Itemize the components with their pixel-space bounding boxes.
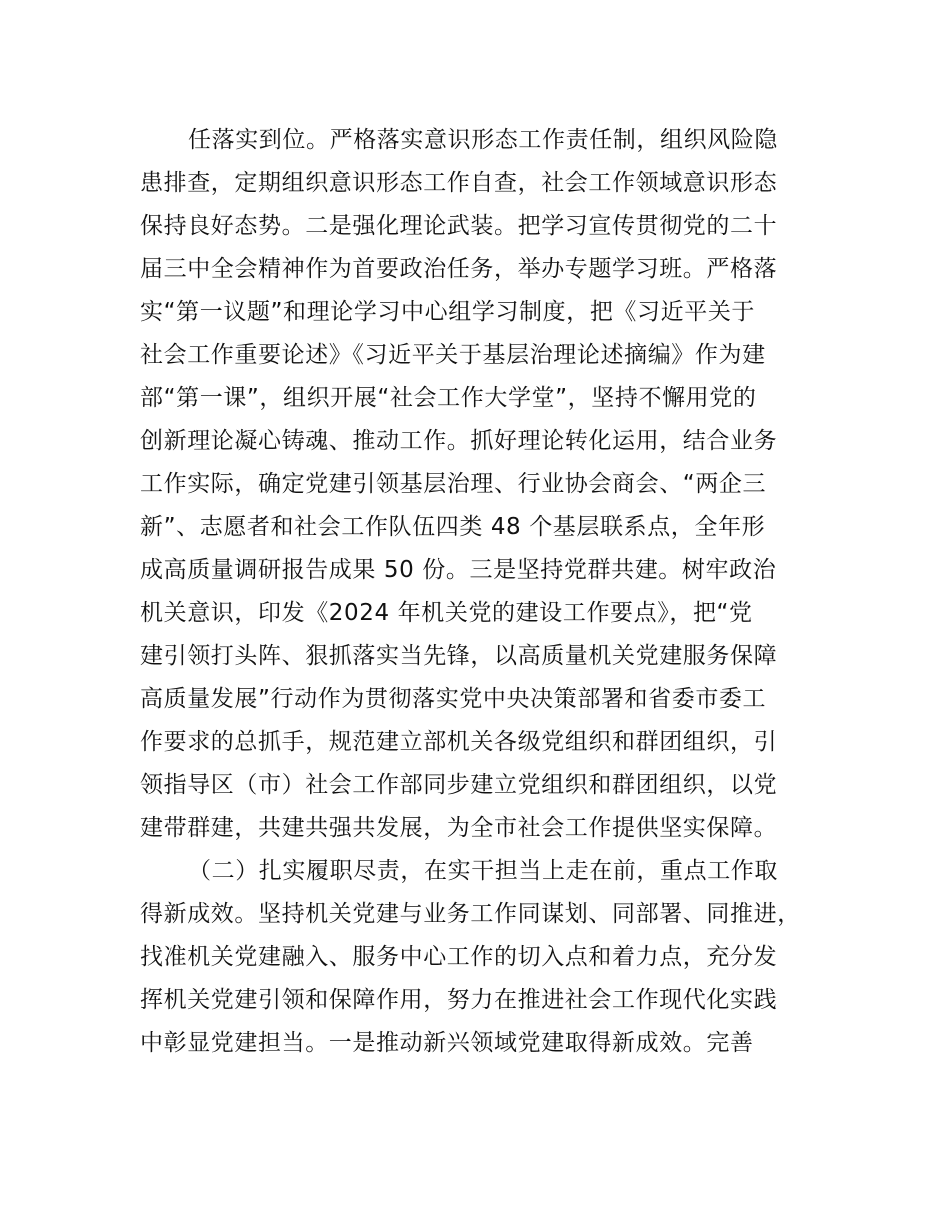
text-line: 成高质量调研报告成果 50 份。三是坚持党群共建。树牢政治: [140, 557, 777, 583]
text-line: 患排查，定期组织意识形态工作自查，社会工作领域意识形态: [140, 170, 778, 196]
text-line: 建引领打头阵、狠抓落实当先锋，以高质量机关党建服务保障: [140, 643, 778, 669]
text-line: 创新理论凝心铸魂、推动工作。抓好理论转化运用，结合业务: [140, 428, 778, 454]
text-line: 届三中全会精神作为首要政治任务，举办专题学习班。严格落: [140, 256, 778, 282]
text-line: 找准机关党建融入、服务中心工作的切入点和着力点，充分发: [140, 944, 778, 970]
text-line: 实“第一议题”和理论学习中心组学习制度，把《习近平关于: [140, 299, 756, 325]
text-line: 中彰显党建担当。一是推动新兴领域党建取得新成效。完善: [140, 1030, 754, 1056]
text-line: 部“第一课”，组织开展“社会工作大学堂”，坚持不懈用党的: [140, 385, 757, 411]
text-line: 机关意识，印发《2024 年机关党的建设工作要点》，把“党: [140, 600, 753, 626]
text-line: 保持良好态势。二是强化理论武装。把学习宣传贯彻党的二十: [140, 213, 778, 239]
section-heading-line: （二）扎实履职尽责，在实干担当上走在前，重点工作取: [188, 858, 778, 884]
text-line: 建带群建，共建共强共发展，为全市社会工作提供坚实保障。: [140, 815, 778, 841]
text-line: 工作实际，确定党建引领基层治理、行业协会商会、“两企三: [140, 471, 767, 497]
text-line: 领指导区（市）社会工作部同步建立党组织和群团组织，以党: [140, 772, 778, 798]
text-line: 任落实到位。严格落实意识形态工作责任制，组织风险隐: [188, 127, 778, 153]
text-line: 社会工作重要论述》《习近平关于基层治理论述摘编》作为建: [140, 342, 766, 368]
text-line: 高质量发展”行动作为贯彻落实党中央决策部署和省委市委工: [140, 686, 767, 712]
text-line: 得新成效。坚持机关党建与业务工作同谋划、同部署、同推进，: [140, 901, 801, 927]
text-line: 新”、志愿者和社会工作队伍四类 48 个基层联系点，全年形: [140, 514, 766, 540]
text-line: 挥机关党建引领和保障作用，努力在推进社会工作现代化实践: [140, 987, 778, 1013]
text-line: 作要求的总抓手，规范建立部机关各级党组织和群团组织，引: [140, 729, 778, 755]
